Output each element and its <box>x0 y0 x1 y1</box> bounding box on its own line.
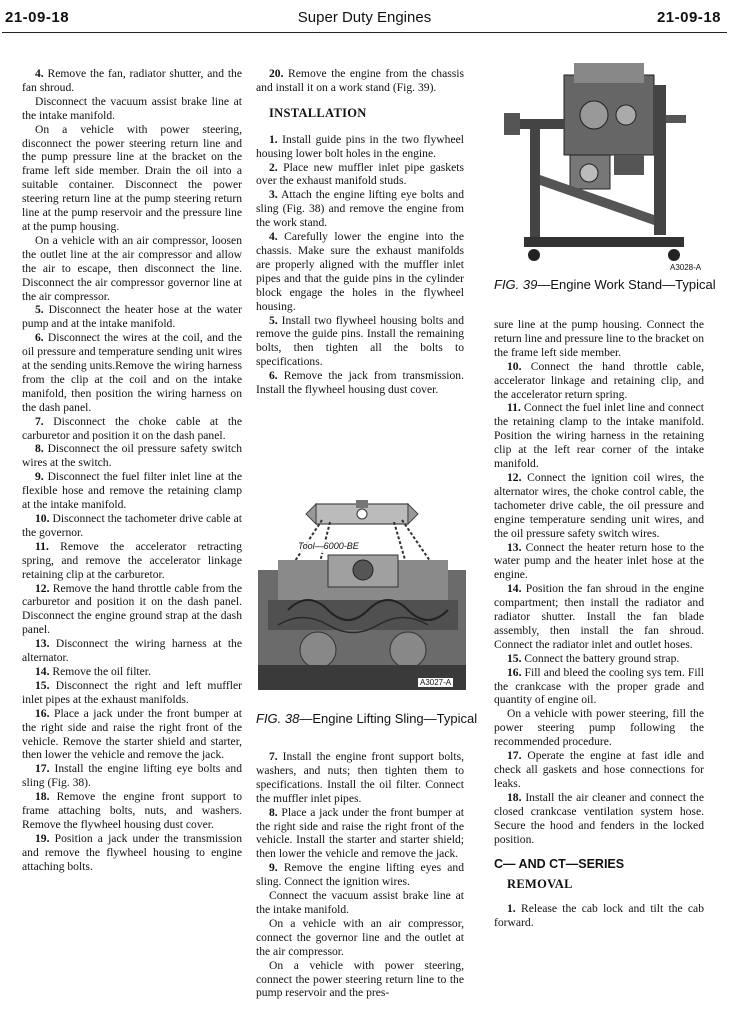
step-text: Fill and bleed the cooling sys tem. Fill the crankcase with the proper grade and quantity of engine oil. <box>494 665 704 707</box>
step-text: Disconnect the choke cable at the carburetor and position it on the dash panel. <box>22 414 242 442</box>
step-text: On a vehicle with power steering, fill the power steering pump following the recommended procedure. <box>494 707 704 749</box>
step-text: Install the engine front support bolts, washers, and nuts; then tighten them to specifications. Install the oil filter. Connect the muffler inlet pipes. <box>256 750 464 805</box>
step-number: 16. <box>507 665 522 679</box>
step-number: 18. <box>35 790 50 804</box>
removal-heading: REMOVAL <box>507 877 573 892</box>
paragraph <box>22 470 242 512</box>
step-number: 4. <box>35 67 44 80</box>
paragraph <box>22 637 242 665</box>
tool-label: Tool—6000-BE <box>298 541 359 551</box>
installation-heading: INSTALLATION <box>269 105 367 120</box>
header-rule <box>2 32 727 33</box>
step-text: Disconnect the wires at the coil, and the oil pressure and temperature sending unit wires at the sending units.Remove the wiring harness from the clip at the coil and on the intake manifold, then position the wiring harness on the dash panel. <box>22 331 242 414</box>
step-text: Connect the heater return hose to the water pump and the heater inlet hose at the engine. <box>494 540 704 582</box>
step-text: Remove the hand throttle cable from the carburetor and position it on the dash panel. Disconnect the engine ground strap at the dash panel. <box>22 581 242 637</box>
step-text: Disconnect the vacuum assist brake line at the intake manifold. <box>22 94 242 122</box>
step-text: Remove the engine lifting eyes and sling. Connect the ignition wires. <box>256 861 464 889</box>
step-number: 4. <box>269 230 278 244</box>
step-number: 5. <box>35 303 44 317</box>
paragraph <box>22 512 242 540</box>
installation-steps <box>256 133 464 397</box>
column-left <box>22 67 242 874</box>
step-number: 8. <box>35 442 44 456</box>
paragraph <box>256 133 464 161</box>
paragraph <box>256 314 464 370</box>
step-text: Connect the ignition coil wires, the alternator wires, the choke control cable, the tachometer drive cable, the oil pressure and engine temperature sending unit wires, and the oil pressure safety switch wires. <box>494 470 704 540</box>
paragraph <box>494 707 704 749</box>
removal-steps-continued <box>256 67 464 95</box>
step-text: Disconnect the tachometer drive cable at the governor. <box>22 512 242 539</box>
paragraph <box>256 161 464 189</box>
step-number: 8. <box>269 805 278 819</box>
step-text: Place a jack under the front bumper at the right side and raise the right front of the vehicle. Install the starter and starter shield; then lower the vehicle and remove the jack. <box>256 805 464 861</box>
step-text: Remove the engine front support to frame attaching bolts, nuts, and washers. Remove the flywheel housing dust cover. <box>22 790 242 831</box>
step-text: On a vehicle with power steering, connect the power steering return line to the pump reservoir and the pres- <box>256 958 464 1000</box>
step-number: 11. <box>35 539 49 553</box>
step-text: Place new muffler inlet pipe gaskets over the exhaust manifold studs. <box>256 160 464 188</box>
step-number: 1. <box>269 132 278 146</box>
column-middle-continued <box>256 750 464 1000</box>
step-text: Carefully lower the engine into the chassis. Make sure the exhaust manifolds are properly aligned with the muffler inlet pipes and that the guide pins in the cylinder block engage the holes in the flywheel housing. <box>256 230 464 313</box>
step-text: Connect the hand throttle cable, accelerator linkage and retaining clip, and the accelerator return spring. <box>494 359 704 401</box>
step-text: Disconnect the oil pressure safety switch wires at the switch. <box>22 442 242 470</box>
step-text: Install two flywheel housing bolts and remove the guide pins. Install the remaining bolts, then tighten all the bolts to specifications. <box>256 313 464 369</box>
step-number: 1. <box>507 902 516 916</box>
paragraph <box>22 442 242 470</box>
figure-39-caption: FIG. 39—Engine Work Stand—Typical <box>494 277 716 292</box>
paragraph <box>494 652 704 666</box>
paragraph <box>494 666 704 708</box>
figure-code: A3028-A <box>670 263 702 272</box>
paragraph <box>256 230 464 313</box>
page-number-right: 21-09-18 <box>656 9 721 26</box>
paragraph <box>494 902 704 930</box>
step-text: On a vehicle with an air compressor, loosen the outlet line at the air compressor and allow the air to escape, then disconnect the line. Disconnect the air compressor governor line at the air compressor. <box>22 233 242 303</box>
step-text: Operate the engine at fast idle and check all gaskets and hose connections for leaks. <box>494 749 704 790</box>
paragraph <box>22 582 242 638</box>
column-middle <box>256 67 464 397</box>
paragraph <box>22 679 242 707</box>
step-text: Position the fan shroud in the engine compartment; then install the radiator and radiator shutter. Install the fan blade assembly, then install the fan shroud. Connect the radiator inlet and outlet hoses. <box>494 582 704 651</box>
series-heading: C— AND CT—SERIES <box>494 857 625 872</box>
step-text: Install guide pins in the two flywheel housing lower bolt holes in the engine. <box>256 132 464 160</box>
step-text: Remove the oil filter. <box>49 664 151 678</box>
paragraph <box>22 832 242 874</box>
column-right <box>494 318 704 930</box>
step-number: 15. <box>35 678 50 692</box>
paragraph <box>22 707 242 763</box>
step-text: On a vehicle with an air compressor, connect the governor line and the outlet at the air compressor. <box>256 916 464 958</box>
page-title: Super Duty Engines <box>297 9 432 26</box>
step-number: 3. <box>269 188 278 202</box>
step-text: Place a jack under the front bumper at the right side and raise the right front of the vehicle. Remove the starter shield and starter, then lower the vehicle and remove the jack. <box>22 706 242 762</box>
step-number: 7. <box>35 414 44 428</box>
step-number: 15. <box>507 651 522 665</box>
step-text: Remove the jack from transmission. Install the flywheel housing dust cover. <box>256 369 464 397</box>
paragraph <box>22 790 242 832</box>
step-number: 18. <box>507 790 522 804</box>
step-text: sure line at the pump housing. Connect the return line and pressure line to the bracket on the frame left side member. <box>494 318 704 359</box>
paragraph <box>256 806 464 862</box>
step-text: Disconnect the wiring harness at the alternator. <box>22 637 242 665</box>
step-number: 9. <box>269 861 278 875</box>
paragraph <box>494 541 704 583</box>
paragraph <box>256 959 464 1001</box>
step-number: 17. <box>507 749 522 763</box>
work-stand-illustration <box>494 55 704 270</box>
step-text: On a vehicle with power steering, disconnect the power steering return line and the pump pressure line at the bracket on the frame left side member. Drain the oil into a suitable container. Disconnect the power steering return line at the pump steering return line at the pump reservoir and the pressure line at the pump housing. <box>22 122 242 233</box>
step-number: 14. <box>35 664 50 678</box>
step-number: 14. <box>507 582 522 596</box>
step-number: 10. <box>507 359 522 373</box>
step-number: 12. <box>507 470 522 484</box>
paragraph <box>256 861 464 889</box>
step-text: Remove the accelerator retracting spring, and remove the accelerator linkage retaining clip at the carburetor. <box>22 539 242 581</box>
figure-code: A3027-A <box>420 678 452 687</box>
step-number: 12. <box>35 581 50 595</box>
installation-steps-continued <box>494 318 704 846</box>
paragraph <box>494 318 704 360</box>
figure-38-engine-lifting-sling <box>258 500 466 690</box>
paragraph <box>22 415 242 443</box>
paragraph <box>22 303 242 331</box>
step-text: Install the air cleaner and connect the closed crankcase ventilation system hose. Secure the hood and fenders in the locked position. <box>494 790 704 846</box>
step-text: Disconnect the right and left muffler inlet pipes at the exhaust manifolds. <box>22 678 242 706</box>
figure-39-engine-work-stand <box>494 55 704 270</box>
step-text: Connect the battery ground strap. <box>521 651 680 665</box>
engine-sling-illustration <box>258 500 466 690</box>
step-text: Remove the fan, radiator shutter, and the fan shroud. <box>22 67 242 94</box>
paragraph <box>22 95 242 123</box>
paragraph <box>494 360 704 402</box>
paragraph <box>22 762 242 790</box>
step-text: Attach the engine lifting eye bolts and sling (Fig. 38) and remove the engine from the work stand. <box>256 188 464 230</box>
paragraph <box>22 123 242 234</box>
step-number: 9. <box>35 470 44 484</box>
step-text: Disconnect the heater hose at the water pump and at the intake manifold. <box>22 303 242 331</box>
paragraph <box>494 401 704 471</box>
step-text: Remove the engine from the chassis and install it on a work stand (Fig. 39). <box>256 67 464 94</box>
step-number: 5. <box>269 313 278 327</box>
step-text: Position a jack under the transmission and remove the flywheel housing to engine attaching bolts. <box>22 831 242 873</box>
paragraph <box>494 749 704 791</box>
paragraph <box>256 750 464 806</box>
paragraph <box>22 67 242 95</box>
step-number: 19. <box>35 831 50 845</box>
step-text: Release the cab lock and tilt the cab forward. <box>494 902 704 930</box>
paragraph <box>256 188 464 230</box>
step-number: 10. <box>35 512 50 525</box>
paragraph <box>256 369 464 397</box>
step-text: Disconnect the fuel filter inlet line at the flexible hose and remove the retaining clamp at the intake manifold. <box>22 470 242 512</box>
page-number-left: 21-09-18 <box>5 9 70 26</box>
paragraph <box>22 331 242 414</box>
step-number: 2. <box>269 160 278 174</box>
paragraph <box>256 67 464 95</box>
step-number: 6. <box>35 331 44 345</box>
paragraph <box>22 665 242 679</box>
paragraph <box>256 889 464 917</box>
step-number: 6. <box>269 369 278 383</box>
step-number: 20. <box>269 67 284 80</box>
removal-steps <box>494 902 704 930</box>
step-number: 7. <box>269 750 278 763</box>
step-text: Connect the fuel inlet line and connect the retaining clamp to the intake manifold. Position the wiring harness in the retaining clip at the left rear corner of the intake manifold. <box>494 401 704 471</box>
paragraph <box>22 540 242 582</box>
figure-38-caption: FIG. 38—Engine Lifting Sling—Typical <box>256 711 478 726</box>
paragraph <box>22 234 242 304</box>
step-number: 13. <box>35 637 50 651</box>
step-number: 11. <box>507 401 521 415</box>
paragraph <box>494 471 704 541</box>
step-number: 17. <box>35 762 50 776</box>
page-header <box>0 9 729 31</box>
step-text: Connect the vacuum assist brake line at the intake manifold. <box>256 889 464 916</box>
step-number: 13. <box>507 540 522 554</box>
paragraph <box>494 791 704 847</box>
paragraph <box>494 582 704 652</box>
step-text: Install the engine lifting eye bolts and sling (Fig. 38). <box>22 762 242 790</box>
paragraph <box>256 917 464 959</box>
step-number: 16. <box>35 706 50 720</box>
